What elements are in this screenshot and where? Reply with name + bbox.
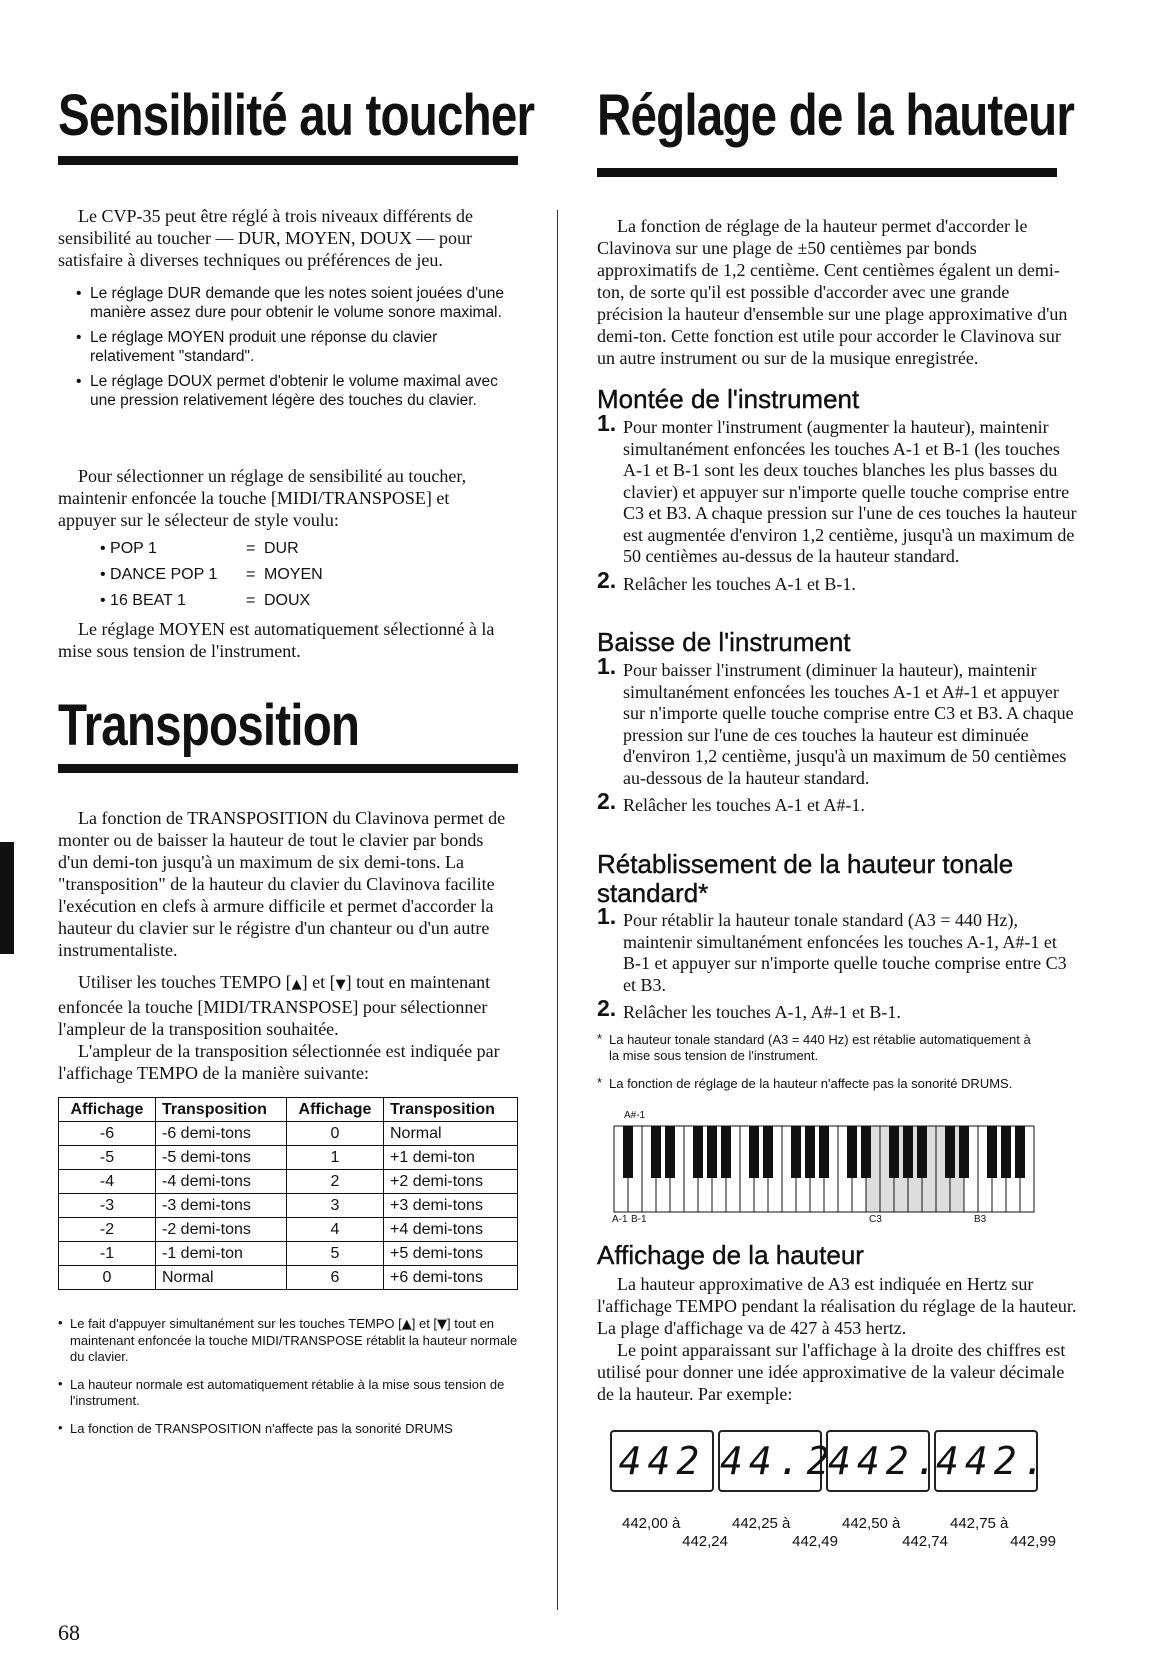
title-underline	[58, 156, 518, 165]
table-row	[59, 1122, 518, 1146]
sensibilite-select	[58, 465, 498, 531]
key-label-b: B-1	[631, 1214, 647, 1225]
equals: =	[246, 566, 256, 583]
table-cell: -3	[59, 1194, 156, 1218]
style-level: DUR	[264, 540, 299, 557]
step-text: Pour baisser l'instrument (diminuer la hauteur), maintenir simultanément enfoncées les touches A-1 et A#-1 et appuyer sur n'importe quelle touche comprise entre C3 et B3. A chaque pression sur l'une de ces touches la hauteur est diminuée d'environ 1,2 centième, jusqu'à un maximum de 50 centièmes au-dessous de la hauteur standard.	[623, 660, 1074, 788]
p2-text-b: ] et [	[301, 972, 336, 992]
table-cell: -6 demi-tons	[156, 1122, 287, 1146]
table-header-row	[59, 1098, 518, 1122]
sensibilite-intro	[58, 205, 498, 271]
equals: =	[246, 540, 256, 557]
table-cell: 1	[287, 1146, 384, 1170]
section-title-transposition: Transposition	[58, 693, 360, 758]
black-key	[1001, 1126, 1011, 1178]
step-item	[597, 410, 1077, 568]
style-level: MOYEN	[264, 566, 323, 583]
edge-tab-marker	[0, 842, 14, 954]
table-cell: 2	[287, 1170, 384, 1194]
table-cell: -4	[59, 1170, 156, 1194]
black-key	[819, 1126, 829, 1178]
black-key	[847, 1126, 857, 1178]
note1-text-c: ] tout en maintenant enfoncée la touche MIDI/TRANSPOSE rétablit la hauteur normale du clavier.	[70, 1316, 518, 1364]
p2-text-c: ] tout en maintenant enfoncée la touche [MIDI/TRANSPOSE] pour sélectionner l'ampleur de la transposition souhaitée.	[58, 972, 491, 1039]
key-label-asharp: A#-1	[624, 1110, 646, 1121]
note1-text-a: Le fait d'appuyer simultanément sur les touches TEMPO [	[70, 1316, 402, 1331]
section-title-reglage: Réglage de la hauteur	[597, 83, 1075, 148]
heading-montee: Montée de l'instrument	[597, 384, 860, 414]
lcd-display: 442.	[934, 1430, 1038, 1492]
step-text: Pour rétablir la hauteur tonale standard (A3 = 440 Hz), maintenir simultanément enfoncées les touches A-1, A#-1 et B-1 et appuyer sur n'importe quelle touche comprise entre C3 et B3.	[623, 910, 1067, 995]
list-item: • La hauteur normale est automatiquement rétablie à la mise sous tension de l'instrument.	[58, 1377, 518, 1409]
style-row	[100, 536, 360, 562]
list-item: * La fonction de réglage de la hauteur n'affecte pas la sonorité DRUMS.	[597, 1076, 1037, 1092]
table-cell: 0	[59, 1266, 156, 1290]
black-key	[721, 1126, 731, 1178]
transposition-p1: La fonction de TRANSPOSITION du Clavinova permet de monter ou de baisser la hauteur de tout le clavier par bonds d'un demi-ton jusqu'à un maximum de six demi-tons. La "transposition" de la hauteur du clavier du Clavinova facilite l'exécution en clefs à armure difficile et permet d'accorder la hauteur du clavier sur le régistre d'un chanteur ou d'un autre instrumentaliste.	[58, 808, 506, 960]
lcd-caption	[622, 1515, 732, 1551]
retablissement-notes	[597, 1032, 1037, 1104]
table-row	[59, 1194, 518, 1218]
black-key	[693, 1126, 703, 1178]
table-cell: -6	[59, 1122, 156, 1146]
black-key	[763, 1126, 773, 1178]
range-from: 442,00 à	[622, 1515, 681, 1532]
lcd-display: 442	[610, 1430, 714, 1492]
transposition-p3: L'ampleur de la transposition sélectionnée est indiquée par l'affichage TEMPO de la manière suivante:	[58, 1041, 500, 1083]
key-label-c3: C3	[869, 1214, 882, 1225]
table-row	[59, 1242, 518, 1266]
table-cell: -4 demi-tons	[156, 1170, 287, 1194]
step-number: 2.	[597, 995, 617, 1021]
lcd-caption	[950, 1515, 1060, 1551]
step-item	[597, 903, 1077, 996]
step-text: Relâcher les touches A-1 et A#-1.	[623, 795, 865, 815]
black-key	[1015, 1126, 1025, 1178]
style-level: DOUX	[264, 592, 311, 609]
style-name: • DANCE POP 1	[100, 566, 218, 583]
baisse-steps	[597, 653, 1077, 823]
sensibilite-select-text: Pour sélectionner un réglage de sensibilité au toucher, maintenir enfoncée la touche [MIDI/TRANSPOSE] et appuyer sur le sélecteur de style voulu:	[58, 466, 467, 530]
table-row	[59, 1266, 518, 1290]
keyboard-diagram	[612, 1110, 1042, 1228]
range-from: 442,25 à	[732, 1515, 791, 1532]
transposition-p2	[58, 971, 518, 1040]
table-cell: 5	[287, 1242, 384, 1266]
list-item: • Le réglage MOYEN produit une réponse du clavier relativement "standard".	[76, 328, 516, 366]
style-row	[100, 562, 360, 588]
lcd-caption	[842, 1515, 952, 1551]
note1-text-b: ] et [	[411, 1316, 438, 1331]
table-cell: 3	[287, 1194, 384, 1218]
step-number: 2.	[597, 566, 617, 593]
step-number: 1.	[597, 410, 617, 436]
page-number: 68	[58, 1620, 80, 1645]
range-to: 442,49	[792, 1533, 838, 1550]
black-key	[665, 1126, 675, 1178]
black-key	[707, 1126, 717, 1178]
table-cell: -1	[59, 1242, 156, 1266]
equals: =	[246, 592, 256, 609]
section-title-sensibilite: Sensibilité au toucher	[58, 83, 535, 148]
affichage-p2: Le point apparaissant sur l'affichage à la droite des chiffres est utilisé pour donner une idée approximative de la valeur décimale de la hauteur. Par exemple:	[597, 1340, 1066, 1404]
column-header: Transposition	[156, 1098, 287, 1122]
table-cell: +5 demi-tons	[384, 1242, 518, 1266]
black-key	[651, 1126, 661, 1178]
key-label-a: A-1	[612, 1214, 628, 1225]
table-cell: -5	[59, 1146, 156, 1170]
up-arrow-icon: ▲	[291, 977, 302, 992]
table-cell: -3 demi-tons	[156, 1194, 287, 1218]
table-cell: 0	[287, 1122, 384, 1146]
heading-baisse: Baisse de l'instrument	[597, 627, 851, 657]
step-item	[597, 995, 1077, 1024]
title-underline	[597, 168, 1057, 177]
black-key	[805, 1126, 815, 1178]
step-text: Relâcher les touches A-1 et B-1.	[623, 573, 856, 594]
table-cell: +2 demi-tons	[384, 1170, 518, 1194]
range-to: 442,24	[682, 1533, 728, 1550]
range-to: 442,74	[902, 1533, 948, 1550]
table-cell: -2	[59, 1218, 156, 1242]
transposition-table-body	[59, 1122, 518, 1290]
down-arrow-icon: ▼	[335, 977, 346, 992]
title-underline	[58, 764, 518, 773]
table-row	[59, 1170, 518, 1194]
sensibilite-default	[58, 618, 518, 662]
step-number: 1.	[597, 653, 617, 679]
step-text: Relâcher les touches A-1, A#-1 et B-1.	[623, 1002, 901, 1022]
up-arrow-icon: ▲	[401, 1317, 412, 1332]
black-key	[903, 1126, 913, 1178]
step-item	[597, 788, 1077, 817]
black-key	[749, 1126, 759, 1178]
affichage-p1: La hauteur approximative de A3 est indiquée en Hertz sur l'affichage TEMPO pendant la réalisation du réglage de la hauteur. La plage d'affichage va de 427 à 453 hertz.	[597, 1274, 1077, 1338]
list-item: • La fonction de TRANSPOSITION n'affecte pas la sonorité DRUMS	[58, 1421, 518, 1437]
list-item: • Le réglage DOUX permet d'obtenir le volume maximal avec une pression relativement légère des touches du clavier.	[76, 372, 516, 410]
keyboard-svg	[612, 1124, 1042, 1224]
table-cell: 4	[287, 1218, 384, 1242]
table-cell: 6	[287, 1266, 384, 1290]
step-item	[597, 653, 1077, 789]
lcd-display: 442.	[826, 1430, 930, 1492]
table-cell: +6 demi-tons	[384, 1266, 518, 1290]
range-to: 442,99	[1010, 1533, 1056, 1550]
step-number: 2.	[597, 788, 617, 814]
table-cell: +1 demi-ton	[384, 1146, 518, 1170]
list-item: * La hauteur tonale standard (A3 = 440 Hz) est rétablie automatiquement à la mise sous tension de l'instrument.	[597, 1032, 1037, 1064]
p2-text-a: Utiliser les touches TEMPO [	[78, 972, 292, 992]
style-name: • 16 BEAT 1	[100, 592, 186, 609]
sensibilite-default-text: Le réglage MOYEN est automatiquement sélectionné à la mise sous tension de l'instrument.	[58, 619, 495, 661]
key-label-b3: B3	[974, 1214, 987, 1225]
sensibilite-intro-text: Le CVP-35 peut être réglé à trois niveaux différents de sensibilité au toucher — DUR, MOYEN, DOUX — pour satisfaire à diverses techniques ou préférences de jeu.	[58, 206, 474, 270]
black-key	[917, 1126, 927, 1178]
black-key	[945, 1126, 955, 1178]
column-divider	[557, 210, 558, 1610]
lcd-display: 44.2	[718, 1430, 822, 1492]
list-item: • Le réglage DUR demande que les notes soient jouées d'une manière assez dure pour obtenir le volume sonore maximal.	[76, 284, 516, 322]
reglage-intro-text: La fonction de réglage de la hauteur permet d'accorder le Clavinova sur une plage de ±50 centièmes par bonds approximatifs de 1,2 centième. Cent centièmes égalent un demi-ton, de sorte qu'il est possible d'accorder avec une grande précision la hauteur d'ensemble sur une plage approximative d'un demi-ton. Cette fonction est utile pour accorder le Clavinova sur un autre instrument ou sur de la musique enregistrée.	[597, 216, 1068, 368]
black-key	[959, 1126, 969, 1178]
black-key	[987, 1126, 997, 1178]
lcd-caption	[732, 1515, 842, 1551]
reglage-intro	[597, 215, 1077, 369]
column-header: Transposition	[384, 1098, 518, 1122]
table-row	[59, 1218, 518, 1242]
table-cell: -5 demi-tons	[156, 1146, 287, 1170]
retablissement-steps	[597, 903, 1077, 1030]
step-number: 1.	[597, 903, 617, 929]
transposition-table	[58, 1097, 518, 1290]
table-cell: Normal	[156, 1266, 287, 1290]
heading-affichage: Affichage de la hauteur	[597, 1240, 864, 1270]
list-item	[58, 1316, 518, 1365]
style-mapping	[100, 536, 360, 614]
montee-steps	[597, 410, 1077, 601]
black-key	[861, 1126, 871, 1178]
table-cell: +4 demi-tons	[384, 1218, 518, 1242]
transposition-body	[58, 807, 518, 1084]
style-row	[100, 588, 360, 614]
heading-retablissement: Rétablissement de la hauteur tonale standard*	[597, 849, 1014, 908]
transposition-notes	[58, 1316, 518, 1449]
step-item	[597, 566, 1077, 596]
black-key	[889, 1126, 899, 1178]
black-key	[791, 1126, 801, 1178]
table-cell: +3 demi-tons	[384, 1194, 518, 1218]
down-arrow-icon: ▼	[437, 1317, 448, 1332]
style-name: • POP 1	[100, 540, 157, 557]
sensibilite-bullets	[76, 284, 516, 416]
column-header: Affichage	[287, 1098, 384, 1122]
column-header: Affichage	[59, 1098, 156, 1122]
black-key	[623, 1126, 633, 1178]
range-from: 442,75 à	[950, 1515, 1009, 1532]
range-from: 442,50 à	[842, 1515, 901, 1532]
table-row	[59, 1146, 518, 1170]
table-cell: -1 demi-ton	[156, 1242, 287, 1266]
table-cell: -2 demi-tons	[156, 1218, 287, 1242]
step-text: Pour monter l'instrument (augmenter la hauteur), maintenir simultanément enfoncées les touches A-1 et B-1 (les touches A-1 et B-1 sont les deux touches blanches les plus basses du clavier) et appuyer sur n'importe quelle touche comprise entre C3 et B3. A chaque pression sur l'une de ces touches la hauteur est augmentée d'environ 1,2 centième, jusqu'à un maximum de 50 centièmes au-dessus de la hauteur standard.	[623, 417, 1077, 566]
table-cell: Normal	[384, 1122, 518, 1146]
affichage-body	[597, 1273, 1077, 1405]
